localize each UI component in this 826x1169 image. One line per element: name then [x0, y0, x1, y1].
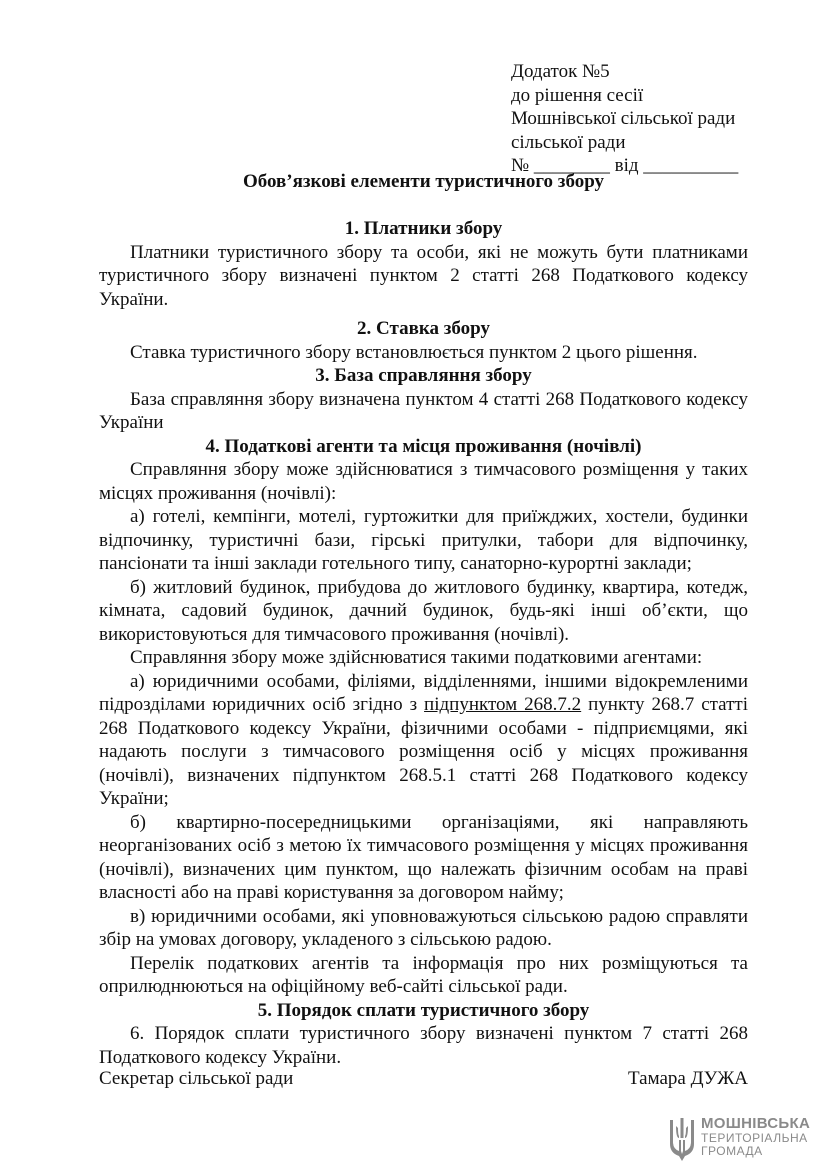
section-4-paragraph-list: Перелік податкових агентів та інформація про них розміщуються та оприлюднюються на офіційному веб-сайті сільської ради.: [99, 952, 748, 997]
section-5-paragraph: 6. Порядок сплати туристичного збору визначені пунктом 7 статті 268 Податкового кодексу України.: [99, 1023, 748, 1068]
document-title: Обов’язкові елементи туристичного збору: [242, 171, 605, 192]
community-logo: [668, 1116, 818, 1162]
section-1-heading: 1. Платники збору: [344, 218, 503, 239]
text-span: а) юридичними особами, філіями, відділеннями, іншими відокремленими підрозділами юридичних осіб згідно з: [99, 670, 748, 715]
section-4-paragraph-agents-c: в) юридичними особами, які уповноважуються сільською радою справляти збір на умовах договору, укладеного з сільською радою.: [99, 905, 748, 950]
section-4-heading: 4. Податкові агенти та місця проживання (ночівлі): [205, 435, 642, 457]
appendix-number: Додаток №5: [511, 61, 610, 82]
appendix-council-2: сільської ради: [511, 131, 626, 153]
section-5-heading: 5. Порядок сплати туристичного збору: [257, 999, 590, 1021]
logo-line-3: ГРОМАДА: [701, 1144, 763, 1158]
logo-line-2: ТЕРИТОРІАЛЬНА: [701, 1131, 808, 1145]
appendix-header: [511, 60, 738, 178]
section-4-paragraph-agents-a: [99, 670, 748, 811]
section-4-paragraph-1: Справляння збору може здійснюватися з тимчасового розміщення у таких місцях проживання (ночівлі):: [99, 459, 748, 504]
law-reference-link[interactable]: підпунктом 268.7.2: [424, 694, 582, 715]
section-4-paragraph-agents-b: б) квартирно-посередницькими організаціями, які направляють неорганізованих осіб з метою їх тимчасового розміщення у місцях проживання (ночівлі), визначених цим пунктом, що належать фізичним особам на праві власності або на праві користування за договором найму;: [99, 811, 748, 903]
signatory-name: Тамара ДУЖА: [628, 1068, 748, 1089]
spacer: [99, 194, 748, 218]
section-1-paragraph: Платники туристичного збору та особи, які не можуть бути платниками туристичного збору визначені пунктом 2 статті 268 Податкового кодексу України.: [99, 241, 748, 310]
section-3-paragraph: База справляння збору визначена пунктом 4 статті 268 Податкового кодексу України: [99, 388, 748, 433]
section-3-heading: 3. База справляння збору: [315, 365, 532, 386]
logo-text: [701, 1116, 810, 1158]
trident-emblem-icon: [668, 1116, 696, 1162]
text-span: пункту 268.7 статті 268 Податкового кодексу України, фізичними особами - підприємцями, які надають послуги з тимчасового розміщення осіб у місцях проживання (ночівлі), визначених підпунктом 268.5.1 статті 268 Податкового кодексу України;: [99, 694, 748, 809]
section-4-paragraph-a: а) готелі, кемпінги, мотелі, гуртожитки для приїжджих, хостели, будинки відпочинку, туристичні бази, гірські притулки, табори для відпочинку, пансіонати та інші заклади готельного типу, санаторно-курортні заклади;: [99, 506, 748, 574]
appendix-number-date: № ________ від __________: [511, 155, 739, 176]
section-4-paragraph-b: б) житловий будинок, прибудова до житлового будинку, квартира, котедж, кімната, садовий будинок, дачний будинок, будь-які інші об’єкти, що використовуються для тимчасового проживання (ночівлі).: [99, 576, 748, 645]
logo-line-1: МОШНІВСЬКА: [701, 1115, 811, 1132]
section-2-paragraph: Ставка туристичного збору встановлюється пунктом 2 цього рішення.: [130, 341, 698, 363]
section-4-paragraph-agents: Справляння збору може здійснюватися такими податковими агентами:: [130, 647, 703, 668]
document-body: [99, 170, 748, 1069]
section-2-heading: 2. Ставка збору: [357, 318, 490, 339]
appendix-decision: до рішення сесії: [511, 84, 644, 106]
appendix-council: Мошнівської сільської ради: [511, 108, 736, 129]
signatory-position: Секретар сільської ради: [99, 1068, 294, 1089]
